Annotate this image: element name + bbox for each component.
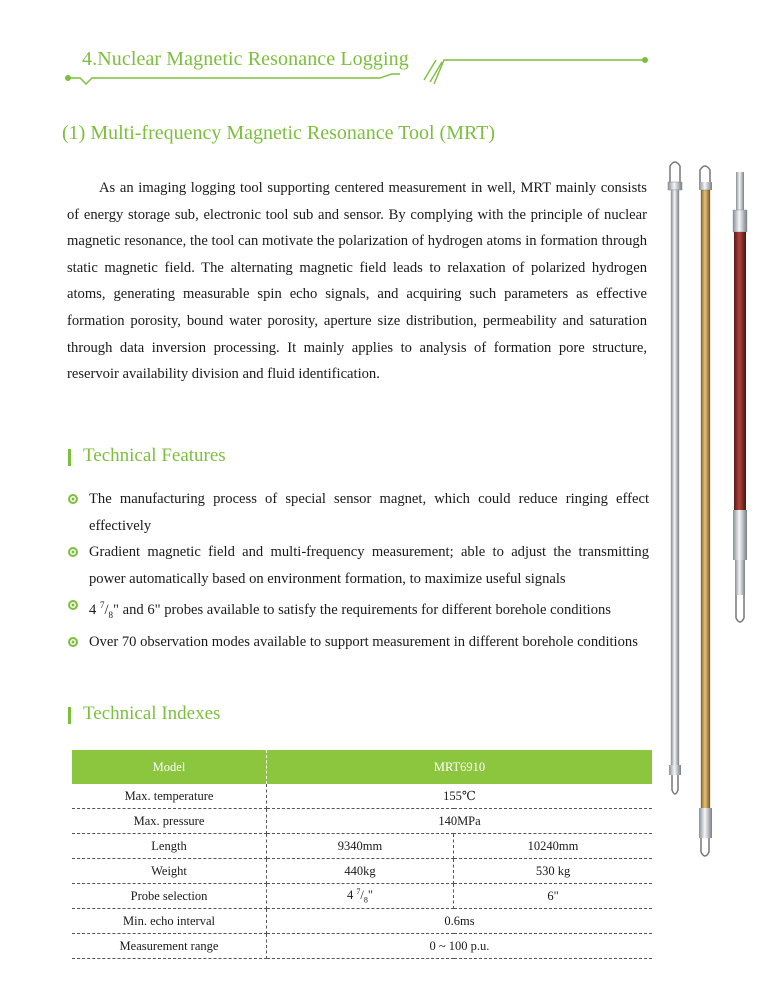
tool-illustration xyxy=(660,160,760,870)
section-title: 4.Nuclear Magnetic Resonance Logging xyxy=(82,48,409,70)
feature-item xyxy=(66,629,649,656)
feature-text: and 6" probes available to satisfy the requirements for different borehole conditions xyxy=(122,602,611,619)
table-row xyxy=(72,784,652,809)
row-label: Weight xyxy=(72,859,267,884)
intro-paragraph xyxy=(67,175,647,388)
subsection-title: (1) Multi-frequency Magnetic Resonance Tool (MRT) xyxy=(62,122,496,144)
row-label: Measurement range xyxy=(72,934,267,959)
table-row xyxy=(72,934,652,959)
row-label: Min. echo interval xyxy=(72,909,267,934)
feature-text: Over 70 observation modes available to support measurement in different borehole conditions xyxy=(89,633,638,650)
row-value: 0.6ms xyxy=(267,909,653,934)
bullet-icon xyxy=(68,600,78,610)
heading-bar-indexes xyxy=(68,707,71,724)
row-value: 155℃ xyxy=(267,784,653,809)
heading-bar-features xyxy=(68,449,71,466)
header-model: Model xyxy=(72,750,267,784)
row-label: Max. pressure xyxy=(72,809,267,834)
feature-item xyxy=(66,592,649,628)
row-value-b: 6" xyxy=(454,884,653,909)
tool-2 xyxy=(699,166,712,856)
tool-1 xyxy=(668,162,682,794)
row-label: Probe selection xyxy=(72,884,267,909)
row-label: Max. temperature xyxy=(72,784,267,809)
table-row xyxy=(72,859,652,884)
row-value: 140MPa xyxy=(267,809,653,834)
row-value-a: 9340mm xyxy=(267,834,454,859)
features-list xyxy=(66,486,649,655)
table-row xyxy=(72,834,652,859)
row-value-a: 4 $^7/_8$" xyxy=(267,884,454,909)
probe-size: 4 $^7/_8$" xyxy=(89,600,123,621)
indexes-heading: Technical Indexes xyxy=(83,703,221,724)
table-header-row xyxy=(72,750,652,784)
feature-text: Gradient magnetic field and multi-frequency measurement; able to adjust the transmitting power automatically based on environment formation, to maximize useful signals xyxy=(89,544,649,587)
features-heading: Technical Features xyxy=(83,445,226,466)
table-row xyxy=(72,884,652,909)
row-value-a: 440kg xyxy=(267,859,454,884)
feature-text: The manufacturing process of special sensor magnet, which could reduce ringing effect effectively xyxy=(89,491,649,534)
table-row xyxy=(72,809,652,834)
bullet-icon xyxy=(68,494,78,504)
feature-item xyxy=(66,486,649,539)
intro-text: As an imaging logging tool supporting centered measurement in well, MRT mainly consists of energy storage sub, electronic tool sub and sensor. By complying with the principle of nuclear magnetic resonance, the tool can motivate the polarization of hydrogen atoms in formation through static magnetic field. The alternating magnetic field leads to relaxation of polarized hydrogen atoms, generating measurable spin echo signals, and acquiring such parameters as effective formation porosity, bound water porosity, aperture size distribution, permeability and saturation through data inversion processing. It mainly applies to analysis of formation pore structure, reservoir availability division and fluid identification. xyxy=(67,180,647,383)
table-row xyxy=(72,909,652,934)
row-label: Length xyxy=(72,834,267,859)
bullet-icon xyxy=(68,637,78,647)
row-value-b: 10240mm xyxy=(454,834,653,859)
spec-table xyxy=(72,750,652,959)
row-value-b: 530 kg xyxy=(454,859,653,884)
feature-item xyxy=(66,539,649,592)
row-value: 0 ~ 100 p.u. xyxy=(267,934,653,959)
tool-3 xyxy=(733,172,747,622)
bullet-icon xyxy=(68,547,78,557)
header-value: MRT6910 xyxy=(267,750,653,784)
